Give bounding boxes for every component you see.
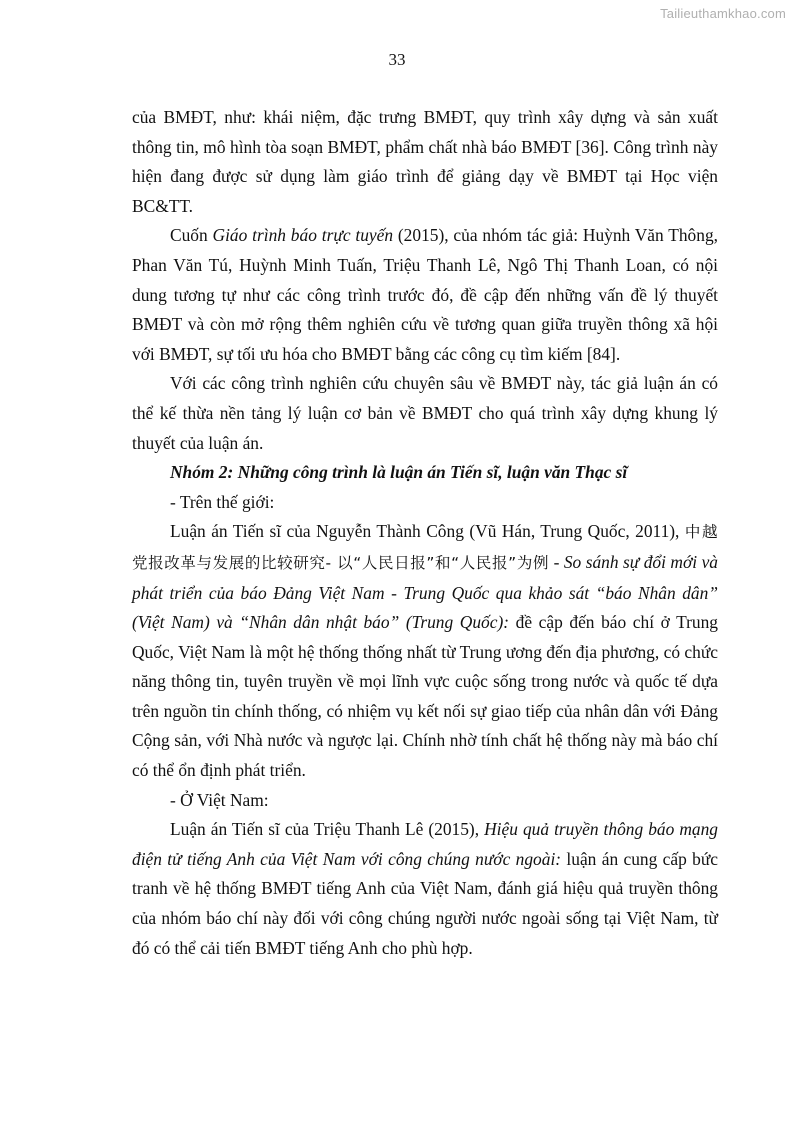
paragraph-trieu-thanh-le bbox=[132, 815, 718, 963]
subheading-world: - Trên thế giới: bbox=[170, 491, 275, 512]
thesis-title: So sánh sự đổi mới và phát triển của báo Đảng Việt Nam - Trung Quốc qua khảo sát “báo Nhân dân” (Việt Nam) và “Nhân dân nhật báo” (Trung Quốc): bbox=[132, 551, 718, 633]
section-heading: Nhóm 2: Những công trình là luận án Tiến sĩ, luận văn Thạc sĩ bbox=[170, 462, 628, 483]
text-run: Luận án Tiến sĩ của Triệu Thanh Lê (2015), bbox=[170, 819, 485, 840]
text-run: - bbox=[549, 551, 564, 572]
book-title: Giáo trình báo trực tuyến bbox=[212, 225, 394, 246]
thesis-title: Hiệu quả truyền thông báo mạng điện tử tiếng Anh của Việt Nam với công chúng nước ngoài: bbox=[132, 819, 718, 869]
paragraph-continuation: của BMĐT, như: khái niệm, đặc trưng BMĐT, quy trình xây dựng và sản xuất thông tin, mô hình tòa soạn BMĐT, phẩm chất nhà báo BMĐT [36]. Công trình này hiện đang được sử dụng làm giáo trình để giảng dạy về BMĐT tại Học viện BC&TT. bbox=[132, 107, 718, 216]
paragraph-giao-trinh bbox=[132, 221, 718, 369]
chinese-title: 中越党报改革与发展的比较研究- 以“人民日报”和“人民报”为例 bbox=[132, 523, 718, 572]
document-body bbox=[132, 103, 718, 963]
paragraph-nguyen-thanh-cong bbox=[132, 517, 718, 785]
text-run: (2015), của nhóm tác giả: Huỳnh Văn Thông, Phan Văn Tú, Huỳnh Minh Tuấn, Triệu Thanh Lê, Ngô Thị Thanh Loan, có nội dung tương tự như các công trình trước đó, đề cập đến những vấn đề lý thuyết BMĐT và còn mở rộng thêm nghiên cứu về tương quan giữa truyền thông xã hội với BMĐT, sự tối ưu hóa cho BMĐT bằng các công cụ tìm kiếm [84]. bbox=[132, 225, 718, 364]
subheading-vietnam: - Ở Việt Nam: bbox=[170, 789, 269, 810]
text-run: Luận án Tiến sĩ của Nguyễn Thành Công (Vũ Hán, Trung Quốc, 2011), bbox=[170, 521, 685, 542]
text-run: luận án cung cấp bức tranh về hệ thống BMĐT tiếng Anh của Việt Nam, đánh giá hiệu quả truyền thông của nhóm báo chí này đối với công chúng người nước ngoài sống tại Việt Nam, từ đó có thể cải tiến BMĐT tiếng Anh cho phù hợp. bbox=[132, 848, 719, 958]
paragraph-ke-thua: Với các công trình nghiên cứu chuyên sâu về BMĐT này, tác giả luận án có thể kế thừa nền tảng lý luận cơ bản về BMĐT cho quá trình xây dựng khung lý thuyết của luận án. bbox=[132, 373, 718, 453]
page-number: 33 bbox=[388, 50, 406, 69]
watermark: Tailieuthamkhao.com bbox=[660, 6, 786, 21]
text-run: Cuốn bbox=[170, 225, 213, 246]
text-run: đề cập đến báo chí ở Trung Quốc, Việt Nam là một hệ thống thống nhất từ Trung ương đến địa phương, có chức năng thông tin, tuyên truyền về mọi lĩnh vực cuộc sống trong nước và quốc tế dựa trên nguồn tin chính thống, có nhiệm vụ kết nối sự giao tiếp của nhân dân với Đảng Cộng sản, với Nhà nước và ngược lại. Chính nhờ tính chất hệ thống này mà báo chí có thể ổn định phát triển. bbox=[132, 612, 718, 781]
